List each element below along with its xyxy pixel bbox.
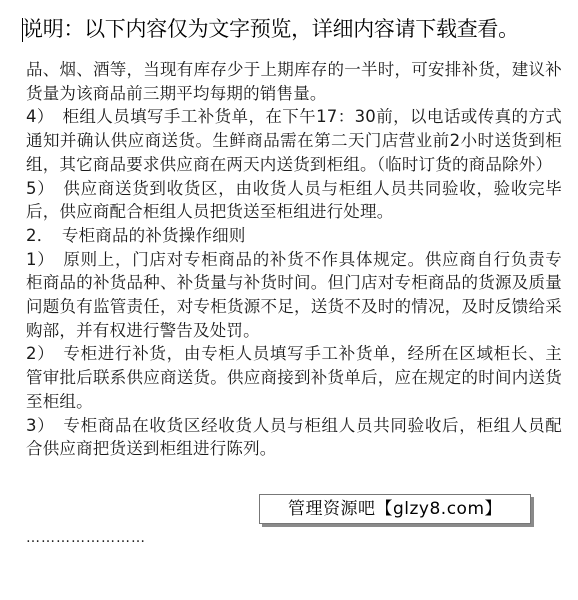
paragraph: 品、烟、酒等，当现有库存少于上期库存的一半时，可安排补货，建议补货量为该商品前三期平均每期的销售量。 <box>26 60 562 103</box>
paragraph: 5） 供应商送货到收货区，由收货人员与柜组人员共同验收，验收完毕后，供应商配合柜组人员把货送至柜组进行处理。 <box>26 178 562 222</box>
preview-notice: 说明：以下内容仅为文字预览，详细内容请下载查看。 <box>22 17 519 41</box>
paragraph: 2） 专柜进行补货，由专柜人员填写手工补货单，经所在区域柜长、主管审批后联系供应商送货。供应商接到补货单后，应在规定的时间内送货至柜组。 <box>26 344 562 411</box>
watermark-banner: 管理资源吧【glzy8.com】 <box>259 494 531 524</box>
paragraph: 3） 专柜商品在收货区经收货人员与柜组人员共同验收后，柜组人员配合供应商把货送到柜组进行陈列。 <box>26 415 562 459</box>
section-heading: 2． 专柜商品的补货操作细则 <box>26 225 246 245</box>
paragraph: 1） 原则上，门店对专柜商品的补货不作具体规定。供应商自行负责专柜商品的补货品种、补货量与补货时间。但门店对专柜商品的货源及质量问题负有监管责任，对专柜货源不足，送货不及时的情况，及时反馈给采购部，并有权进行警告及处罚。 <box>26 249 562 340</box>
document-body <box>26 58 562 461</box>
paragraph: 4） 柜组人员填写手工补货单，在下午17：30前，以电话或传真的方式通知并确认供应商送货。生鲜商品需在第二天门店营业前2小时送货到柜组，其它商品要求供应商在两天内送货到柜组。（临时订货的商品除外） <box>26 107 562 174</box>
truncation-ellipsis: …………………… <box>26 530 146 546</box>
